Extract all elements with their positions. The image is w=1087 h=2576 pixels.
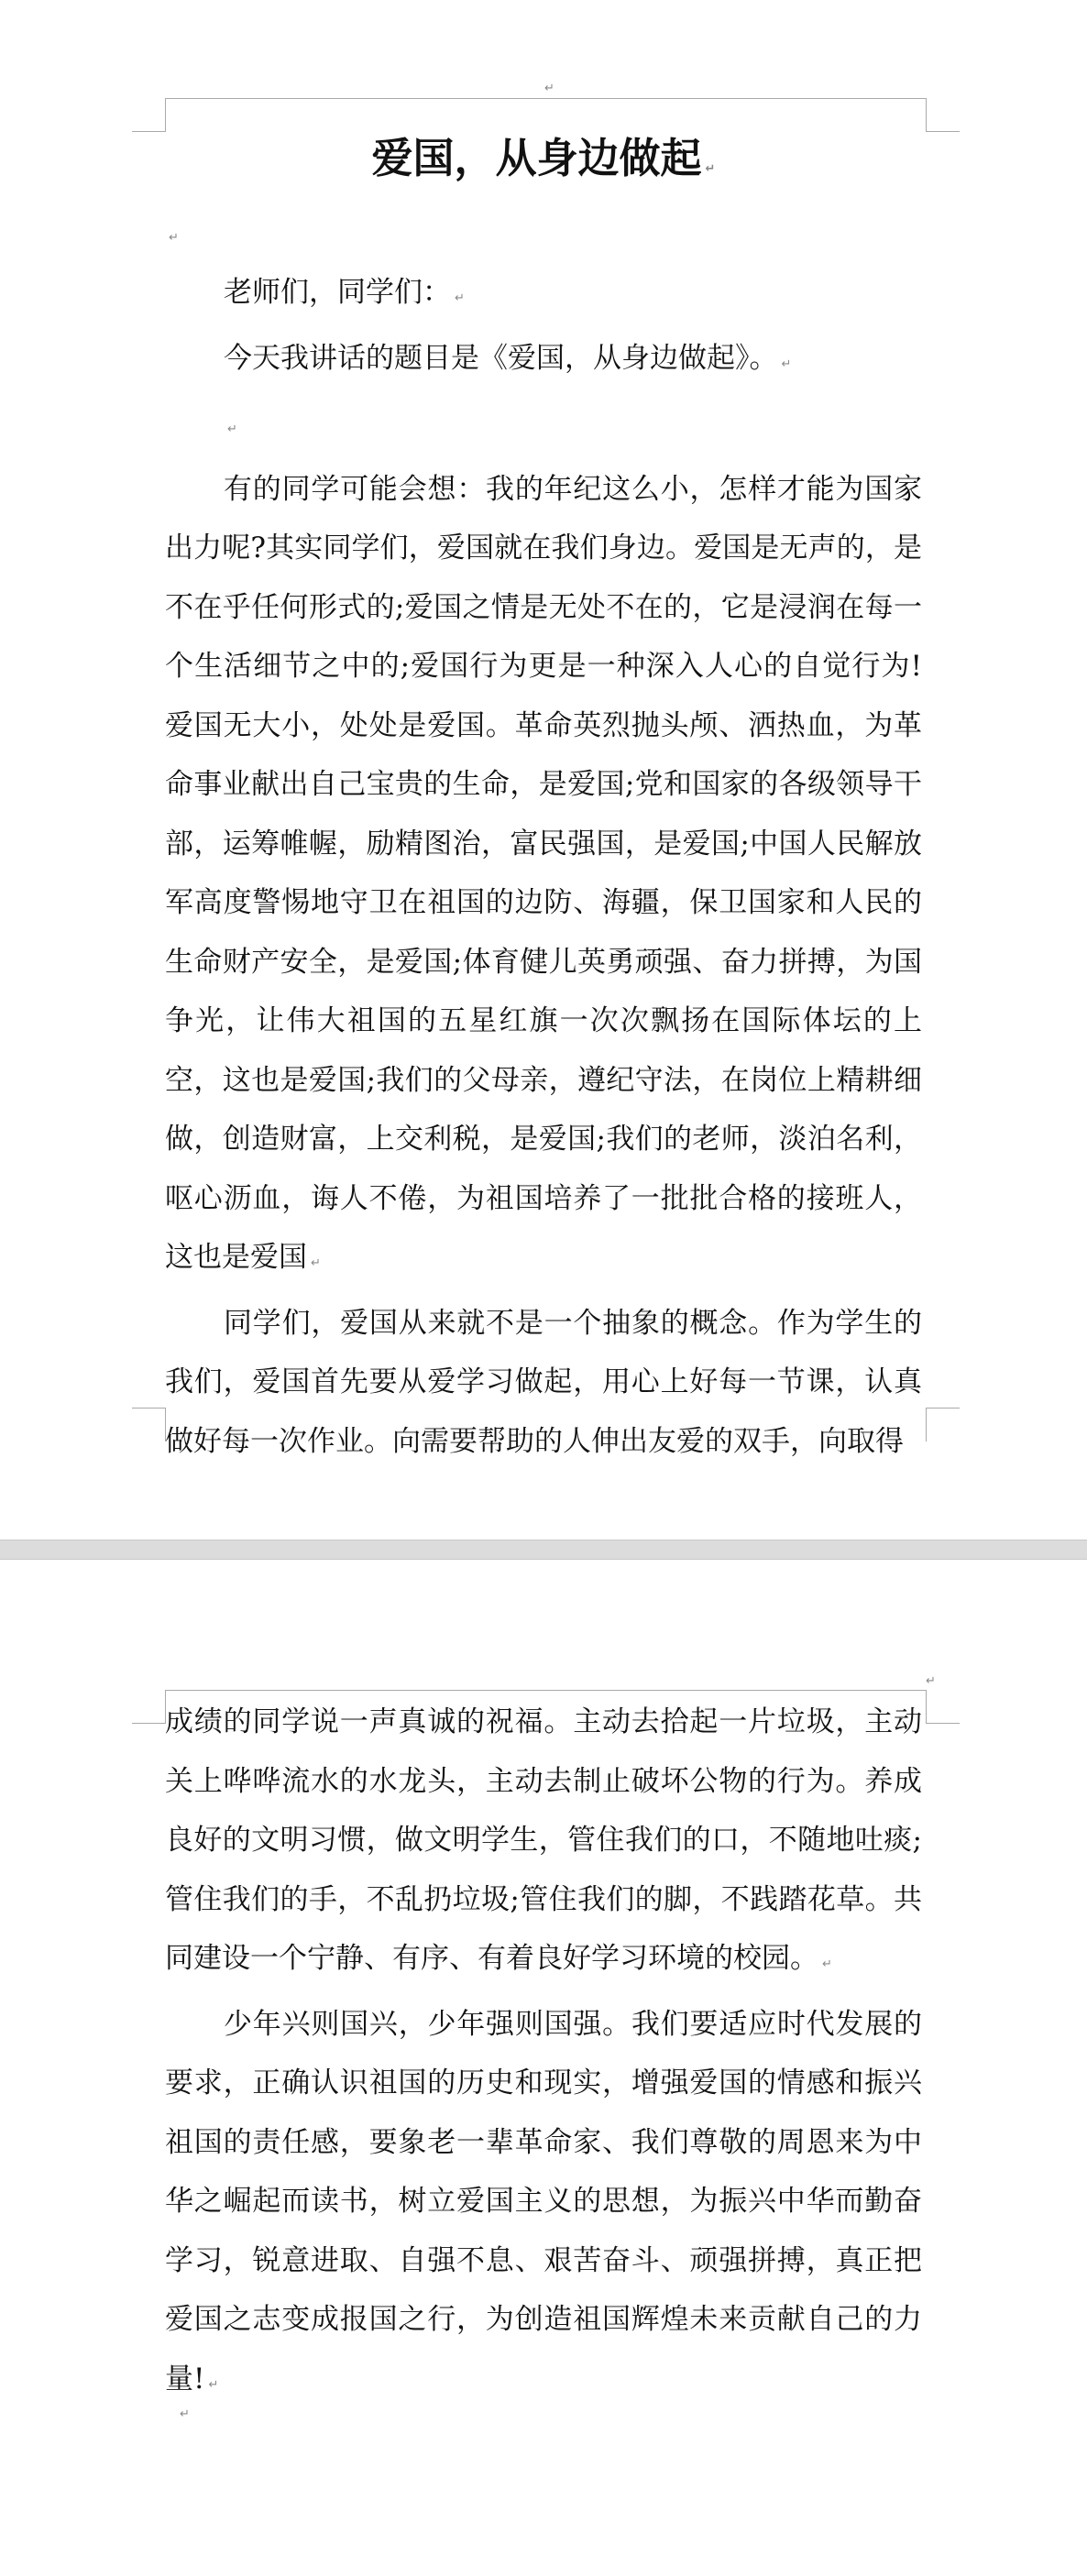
paragraph-mark-icon: ↵ (169, 231, 179, 245)
page-break-gap (0, 1540, 1087, 1560)
document-page-2 (0, 1560, 1087, 2576)
paragraph-mark-icon: ↵ (311, 1256, 321, 1270)
header-margin-line (165, 98, 926, 99)
paragraph-mark-icon: ↵ (822, 1957, 832, 1971)
margin-corner-top-left (132, 98, 166, 132)
margin-corner-bottom-left (132, 1408, 166, 1441)
paragraph-mark-icon: ↵ (227, 422, 237, 436)
body-text-page-2[interactable] (165, 1693, 922, 2415)
paragraph-mark-icon: ↵ (705, 162, 716, 176)
paragraph-mark-icon: ↵ (926, 1674, 936, 1688)
empty-paragraph[interactable] (165, 394, 922, 460)
body-paragraph-1-text: 有的同学可能会想：我的年纪这么小，怎样才能为国家出力呢?其实同学们，爱国就在我们身边。爱国是无声的，是不在乎任何形式的;爱国之情是无处不在的，它是浸润在每一个生活细节之中的;爱国行为更是一种深入人心的自觉行为!爱国无大小，处处是爱国。革命英烈抛头颅、洒热血，为革命事业献出自己宝贵的生命，是爱国;党和国家的各级领导干部，运筹帷幄，励精图治，富民强国，是爱国;中国人民解放军高度警惕地守卫在祖国的边防、海疆，保卫国家和人民的生命财产安全，是爱国;体育健儿英勇顽强、奋力拼搏，为国争光，让伟大祖国的五星红旗一次次飘扬在国际体坛的上空，这也是爱国;我们的父母亲，遵纪守法，在岗位上精耕细做，创造财富，上交利税，是爱国;我们的老师，淡泊名利，呕心沥血，诲人不倦，为祖国培养了一批批合格的接班人，这也是爱国 (165, 472, 922, 1274)
greeting-paragraph[interactable] (165, 263, 922, 329)
document-title[interactable] (165, 126, 922, 202)
header-margin-line (165, 1690, 926, 1691)
body-paragraph-3[interactable] (165, 1995, 922, 2416)
margin-corner-top-right (926, 98, 960, 132)
intro-text: 今天我讲话的题目是《爱国，从身边做起》。 (224, 341, 778, 375)
greeting-text: 老师们，同学们： (224, 276, 451, 309)
body-text-page-1[interactable] (165, 263, 922, 1471)
intro-paragraph[interactable] (165, 329, 922, 395)
body-paragraph-3-text: 少年兴则国兴，少年强则国强。我们要适应时代发展的要求，正确认识祖国的历史和现实，增强爱国的情感和振兴祖国的责任感，要象老一辈革命家、我们尊敬的周恩来为中华之崛起而读书，树立爱国主义的思想，为振兴中华而勤奋学习，锐意进取、自强不息、艰苦奋斗、顽强拼搏，真正把爱国之志变成报国之行，为创造祖国辉煌未来贡献自己的力量! (165, 2007, 922, 2395)
document-title-text: 爱国，从身边做起 (371, 134, 702, 182)
body-paragraph-2-continued[interactable] (165, 1693, 922, 1995)
paragraph-mark-icon: ↵ (208, 2377, 219, 2392)
paragraph-mark-icon: ↵ (544, 82, 554, 95)
margin-corner-bottom-right (926, 1408, 960, 1441)
margin-corner-top-right (926, 1690, 960, 1724)
body-paragraph-1[interactable] (165, 460, 922, 1294)
body-paragraph-2-continued-text: 成绩的同学说一声真诚的祝福。主动去拾起一片垃圾，主动关上哗哗流水的水龙头，主动去制止破坏公物的行为。养成良好的文明习惯，做文明学生，管住我们的口，不随地吐痰;管住我们的手，不乱扔垃圾;管住我们的脚，不践踏花草。共同建设一个宁静、有序、有着良好学习环境的校园。 (165, 1705, 922, 1975)
paragraph-mark-icon: ↵ (781, 356, 792, 371)
paragraph-mark-icon: ↵ (180, 2407, 190, 2421)
body-paragraph-2-text: 同学们，爱国从来就不是一个抽象的概念。作为学生的我们，爱国首先要从爱学习做起，用心上好每一节课，认真做好每一次作业。向需要帮助的人伸出友爱的双手，向取得 (165, 1306, 922, 1458)
paragraph-mark-icon: ↵ (455, 291, 465, 305)
body-paragraph-2[interactable] (165, 1294, 922, 1472)
margin-corner-top-left (132, 1690, 166, 1724)
